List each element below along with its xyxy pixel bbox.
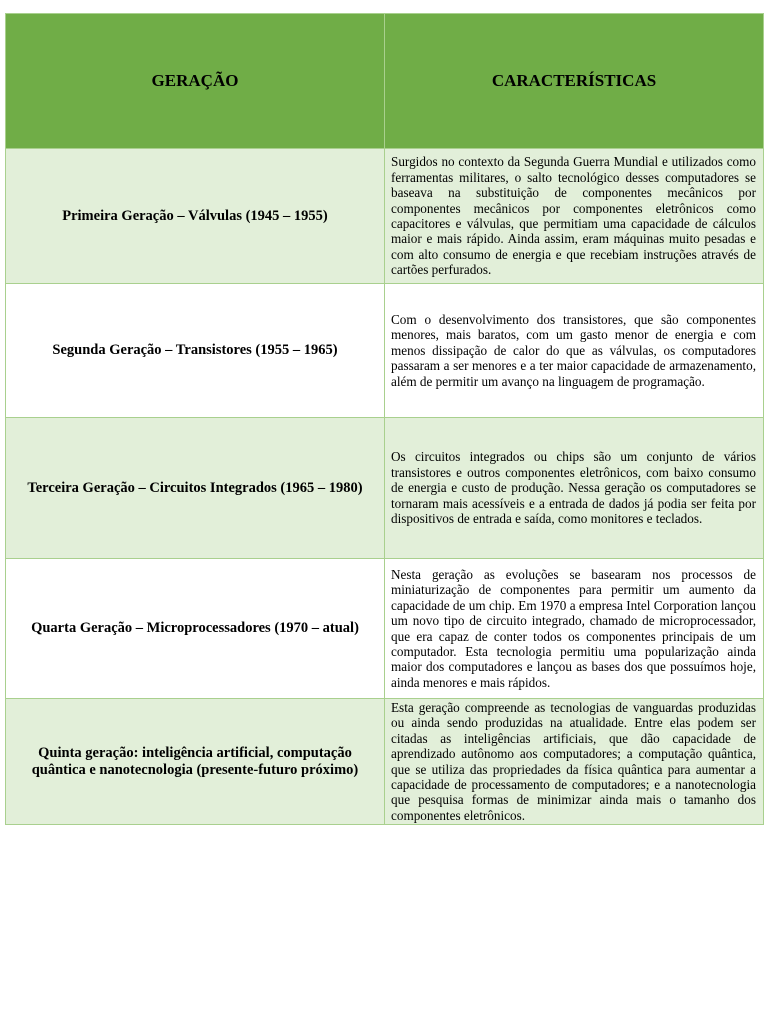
header-characteristics: CARACTERÍSTICAS (385, 14, 764, 149)
header-generation: GERAÇÃO (6, 14, 385, 149)
generation-description: Com o desenvolvimento dos transistores, que são componentes menores, mais baratos, com um gasto menor de energia e com menos dissipação de calor do que as válvulas, os computadores passaram a ser menores e a ter maior capacidade de armazenamento, além de permitir um avanço na linguagem de programação. (385, 284, 764, 418)
generations-table (5, 13, 764, 825)
generation-description: Nesta geração as evoluções se basearam nos processos de miniaturização de componentes para permitir um aumento da capacidade de um chip. Em 1970 a empresa Intel Corporation lançou um novo tipo de circuito integrado, chamado de microprocessador, que era capaz de conter todos os componentes principais de um computador. Esta tecnologia permitiu uma popularização ainda maior dos computadores e lançou as bases dos que possuímos hoje, ainda menores e mais rápidos. (385, 559, 764, 699)
generation-description: Esta geração compreende as tecnologias de vanguardas produzidas ou ainda sendo produzidas na atualidade. Entre elas podem ser citadas as inteligências artificiais, que dão capacidade de aprendizado autônomo aos computadores; a computação quântica, que se utiliza das propriedades da física quântica para aumentar a capacidade de processamento de computadores; e a nanotecnologia que pesquisa formas de minimizar ainda mais o tamanho dos componentes eletrônicos. (385, 699, 764, 825)
table-row (6, 149, 764, 284)
table-row (6, 418, 764, 559)
generation-name: Terceira Geração – Circuitos Integrados (1965 – 1980) (6, 418, 385, 559)
generation-description: Surgidos no contexto da Segunda Guerra Mundial e utilizados como ferramentas militares, o salto tecnológico desses computadores se baseava na substituição de componentes mecânicos por componentes mecânicos por componentes eletrônicos como capacitores e válvulas, que permitiam uma capacidade de cálculos maior e mais rápido. Ainda assim, eram máquinas muito pesadas e com alto consumo de energia e que recebiam instruções através de cartões perfurados. (385, 149, 764, 284)
table-header-row (6, 14, 764, 149)
generation-name: Primeira Geração – Válvulas (1945 – 1955) (6, 149, 385, 284)
generation-name: Quarta Geração – Microprocessadores (1970 – atual) (6, 559, 385, 699)
generation-name: Segunda Geração – Transistores (1955 – 1965) (6, 284, 385, 418)
table-row (6, 559, 764, 699)
generation-name: Quinta geração: inteligência artificial, computação quântica e nanotecnologia (presente-futuro próximo) (6, 699, 385, 825)
generation-description: Os circuitos integrados ou chips são um conjunto de vários transistores e outros componentes eletrônicos, com baixo consumo de energia e custo de produção. Nessa geração os computadores se tornaram mais acessíveis e a entrada de dados já podia ser feita por dispositivos de entrada e saída, como monitores e teclados. (385, 418, 764, 559)
table-row (6, 699, 764, 825)
table-row (6, 284, 764, 418)
